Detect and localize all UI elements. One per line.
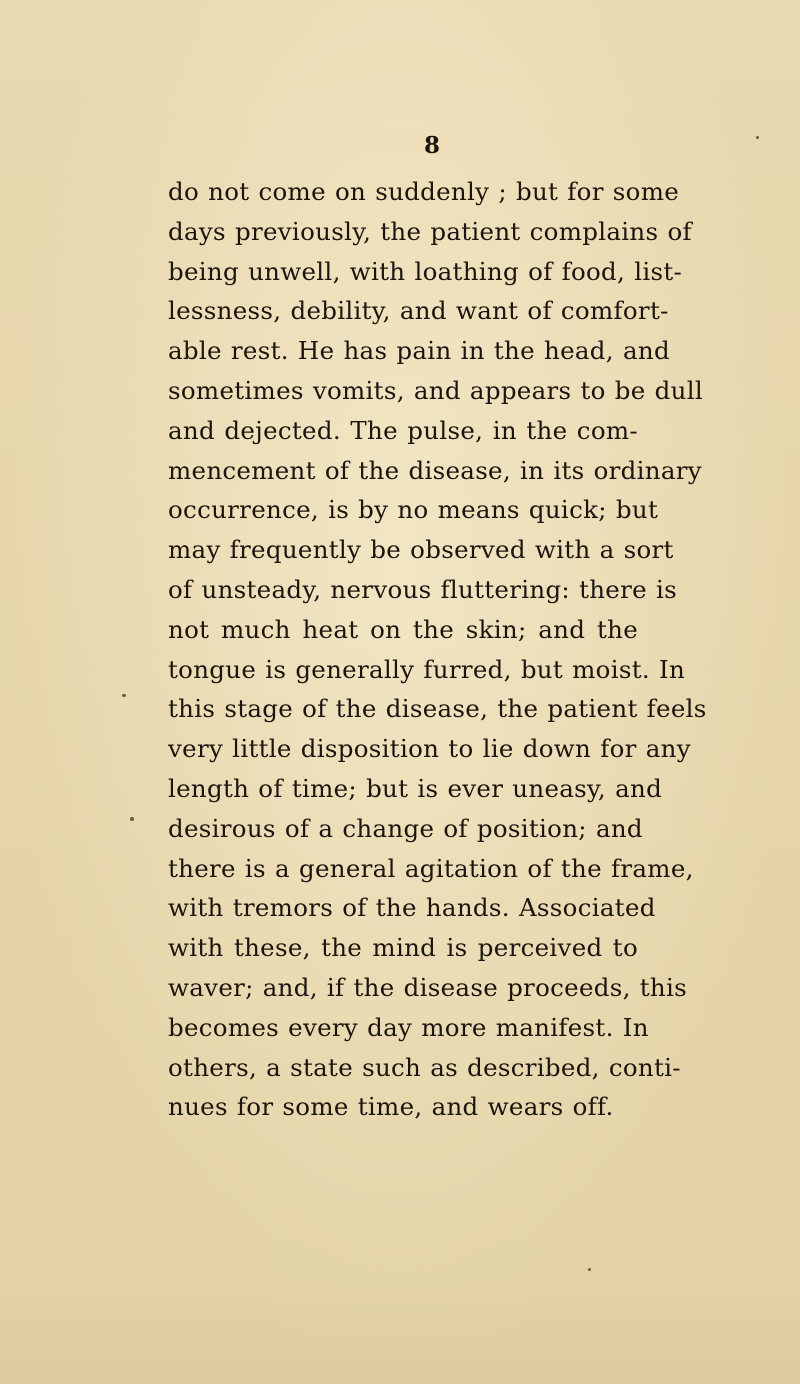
ink-speck <box>588 1268 591 1271</box>
text-line: able rest. He has pain in the head, and <box>168 336 670 366</box>
text-line: there is a general agitation of the frame, <box>168 853 694 883</box>
text-line: sometimes vomits, and appears to be dull <box>168 375 703 405</box>
text-line: with tremors of the hands. Associated <box>168 893 656 923</box>
text-line: desirous of a change of position; and <box>168 813 643 843</box>
text-line: mencement of the disease, in its ordinary <box>168 455 702 485</box>
text-line: very little disposition to lie down for any <box>168 734 691 764</box>
ink-speck <box>122 694 126 697</box>
text-line: being unwell, with loathing of food, list- <box>168 256 683 286</box>
text-line: tongue is generally furred, but moist. In <box>168 654 686 684</box>
text-line: waver; and, if the disease proceeds, this <box>168 972 688 1002</box>
ink-speck <box>756 136 759 139</box>
text-line: with these, the mind is perceived to <box>168 933 638 963</box>
text-line: of unsteady, nervous fluttering: there is <box>168 574 678 604</box>
text-line: not much heat on the skin; and the <box>168 614 638 644</box>
page-edge-shading <box>0 1274 800 1384</box>
text-line: occurrence, is by no means quick; but <box>168 495 659 525</box>
text-line: do not come on suddenly ; but for some <box>168 177 680 206</box>
text-line: length of time; but is ever uneasy, and <box>168 773 663 803</box>
text-line: lessness, debility, and want of comfort- <box>168 296 669 326</box>
page-number: 8 <box>424 132 441 159</box>
ink-speck <box>130 817 134 821</box>
text-line: days previously, the patient complains of <box>168 216 692 246</box>
text-line: becomes every day more manifest. In <box>168 1012 649 1042</box>
text-line: this stage of the disease, the patient feels <box>168 694 707 724</box>
text-line: others, a state such as described, conti- <box>168 1052 681 1082</box>
text-line: nues for some time, and wears off. <box>168 1092 614 1122</box>
text-line: and dejected. The pulse, in the com- <box>168 415 638 445</box>
text-line: may frequently be observed with a sort <box>168 535 674 565</box>
body-text <box>168 172 707 1127</box>
